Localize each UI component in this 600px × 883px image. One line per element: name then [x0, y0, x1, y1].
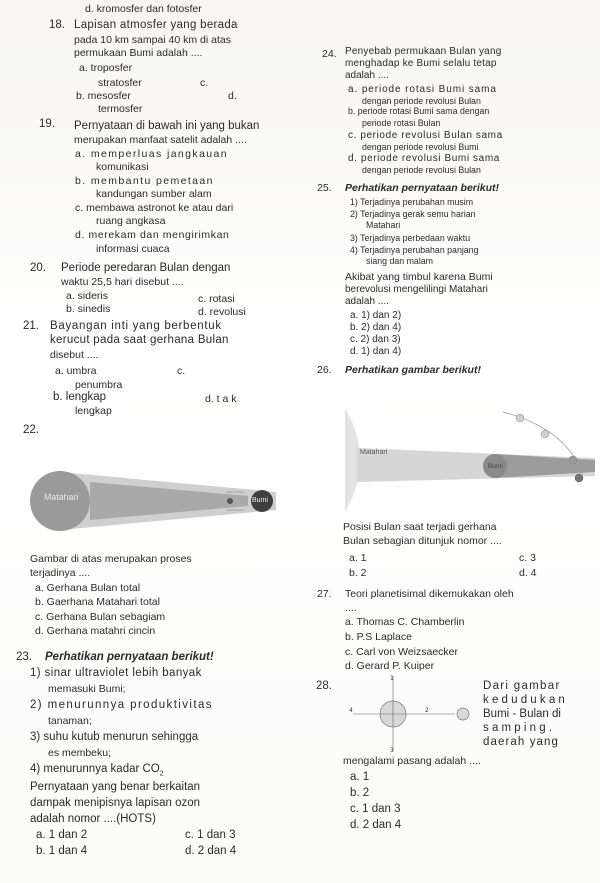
q23-question-line3: adalah nomor ....(HOTS) — [30, 813, 156, 825]
moon-position-4 — [575, 474, 583, 482]
q19-number: 19. — [39, 118, 55, 130]
q27-option-d: d. Gerard P. Kuiper — [345, 660, 435, 672]
q24-option-b-cont: periode rotasi Bulan — [362, 118, 441, 128]
q24-option-b: b. periode rotasi Bumi sama dengan — [348, 106, 490, 116]
q27-number: 27. — [317, 588, 332, 600]
q21-line3: disebut .... — [50, 349, 99, 361]
q24-line1: Penyebab permukaan Bulan yang — [345, 46, 502, 57]
moon-position-2 — [541, 430, 549, 438]
q17-option-d: d. kromosfer dan fotosfer — [85, 3, 202, 15]
q22-fig-label-sun: Matahari — [44, 492, 79, 502]
q19-option-a-cont: komunikasi — [96, 161, 149, 173]
q25-option-a: a. 1) dan 2) — [350, 310, 402, 321]
q21-option-a: a. umbra — [55, 365, 97, 377]
q21-option-c: c. — [177, 365, 186, 377]
q19-option-a: a. memperluas jangkauan — [75, 148, 229, 160]
q28-option-a: a. 1 — [350, 771, 370, 783]
q23-statement-4: 4) menurunnya kadar $CO_2$ — [30, 763, 164, 778]
q18-option-a: a. troposfer — [79, 62, 133, 74]
q21-option-c-text: penumbra — [75, 379, 123, 391]
q23-number: 23. — [16, 651, 32, 663]
q18-number: 18. — [49, 19, 65, 31]
q23-statement-1-cont: memasuki Bumi; — [48, 683, 126, 695]
svg-text:2: 2 — [425, 707, 429, 714]
q28-right-line2: k e d u d u k a n — [483, 694, 565, 706]
q26-option-d: d. 4 — [519, 567, 537, 579]
q26-option-a: a. 1 — [349, 552, 367, 564]
q25-statement-3: 3) Terjadinya perbedaan waktu — [350, 233, 471, 243]
q22-option-a: a. Gerhana Bulan total — [35, 582, 141, 594]
q21-line2: kerucut pada saat gerhana Bulan — [50, 334, 229, 346]
q18-option-d-text: termosfer — [98, 103, 143, 115]
q23-question-line2: dampak menipisnya lapisan ozon — [30, 797, 201, 809]
q22-line1: Gambar di atas merupakan proses — [30, 553, 192, 565]
q25-question-line3: adalah .... — [345, 296, 389, 307]
q23-option-d: d. 2 dan 4 — [185, 845, 237, 857]
q28-right-line3: Bumi - Bulan di — [483, 708, 561, 720]
q25-question-line2: berevolusi mengelilingi Matahari — [345, 284, 488, 295]
q18-option-b: b. mesosfer — [76, 90, 131, 102]
q27-line2: .... — [345, 602, 357, 614]
q26-fig-label-sun: Matahari — [360, 449, 388, 456]
q25-statement-4: 4) Terjadinya perubahan panjang — [350, 245, 479, 255]
q27-line1: Teori planetisimal dikemukakan oleh — [345, 588, 514, 600]
q26-option-c: c. 3 — [519, 552, 536, 564]
q28-right-line4: s a m p i n g . — [483, 722, 553, 734]
q20-option-c: c. rotasi — [198, 293, 235, 305]
q23-statement-3-cont: es membeku; — [48, 747, 112, 759]
q19-option-d: d. merekam dan mengirimkan — [75, 229, 230, 241]
q26-lunar-eclipse-diagram — [345, 408, 595, 512]
q23-title: Perhatikan pernyataan berikut! — [45, 651, 214, 663]
q18-line3: permukaan Bumi adalah .... — [74, 47, 203, 59]
q22-number: 22. — [23, 424, 39, 436]
q24-option-d: d. periode revolusi Bumi sama — [348, 153, 500, 164]
q23-question-line1: Pernyataan yang benar berkaitan — [30, 781, 201, 793]
svg-text:4: 4 — [349, 707, 353, 714]
q22-line2: terjadinya .... — [30, 567, 91, 579]
q25-statement-1: 1) Terjadinya perubahan musim — [350, 197, 474, 207]
q25-option-c: c. 2) dan 3) — [350, 334, 401, 345]
q24-option-c-cont: dengan periode revolusi Bumi — [362, 142, 479, 152]
q20-option-b: b. sinedis — [66, 303, 111, 315]
q25-number: 25. — [317, 182, 332, 194]
moon-position-1 — [516, 414, 524, 422]
q26-title: Perhatikan gambar berikut! — [345, 364, 481, 376]
moon-shape — [457, 708, 469, 720]
q19-option-c: c. membawa astronot ke atau dari — [75, 202, 234, 214]
q18-line1: Lapisan atmosfer yang berada — [74, 19, 238, 31]
q25-question-line1: Akibat yang timbul karena Bumi — [345, 271, 493, 283]
q24-option-c: c. periode revolusi Bulan sama — [348, 130, 503, 141]
q25-statement-2: 2) Terjadinya gerak semu harian — [350, 209, 476, 219]
q27-option-b: b. P.S Laplace — [345, 631, 412, 643]
q23-statement-2: 2) menurunnya produktivitas — [30, 699, 213, 711]
q24-line3: adalah .... — [345, 70, 389, 81]
q21-line1: Bayangan inti yang berbentuk — [50, 320, 222, 332]
q23-option-c: c. 1 dan 3 — [185, 829, 236, 841]
moon-position-3 — [569, 456, 577, 464]
q28-right-line1: Dari gambar — [483, 680, 561, 692]
q22-option-d: d. Gerhana matahri cincin — [35, 625, 156, 637]
q24-line2: menghadap ke Bumi selalu tetap — [345, 58, 497, 69]
q25-statement-2-cont: Matahari — [366, 220, 401, 230]
q25-option-d: d. 1) dan 4) — [350, 346, 402, 357]
q27-option-a: a. Thomas C. Chamberlin — [345, 616, 465, 628]
q27-option-c: c. Carl von Weizsaecker — [345, 646, 459, 658]
q18-option-d: d. — [228, 90, 237, 102]
q28-earth-moon-diagram — [343, 674, 483, 754]
q19-line2: merupakan manfaat satelit adalah .... — [74, 134, 247, 146]
q28-line1: mengalami pasang adalah .... — [343, 755, 481, 767]
q20-number: 20. — [30, 262, 46, 274]
q18-option-c-text: stratosfer — [98, 77, 142, 89]
q22-fig-label-earth: Bumi — [252, 497, 268, 504]
q26-number: 26. — [317, 364, 332, 376]
q19-option-b: b. membantu pemetaan — [75, 175, 214, 187]
q23-statement-1: 1) sinar ultraviolet lebih banyak — [30, 667, 202, 679]
q25-statement-4-cont: siang dan malam — [366, 256, 433, 266]
q20-line2: waktu 25,5 hari disebut .... — [61, 276, 184, 288]
q22-option-c: c. Gerhana Bulan sebagiam — [35, 611, 166, 623]
q28-option-b: b. 2 — [350, 787, 370, 799]
q19-option-c-cont: ruang angkasa — [96, 215, 166, 227]
q20-option-a: a. sideris — [66, 290, 109, 302]
q18-option-c: c. — [200, 77, 209, 89]
q23-statement-3: 3) suhu kutub menurun sehingga — [30, 731, 199, 743]
q26-line1: Posisi Bulan saat terjadi gerhana — [343, 521, 497, 533]
svg-text:1: 1 — [390, 675, 394, 682]
q20-option-d: d. revolusi — [198, 306, 246, 318]
q28-right-line5: daerah yang — [483, 736, 560, 748]
q19-option-d-cont: informasi cuaca — [96, 243, 170, 255]
q21-number: 21. — [23, 320, 39, 332]
q26-fig-label-earth: Bumi — [488, 463, 503, 470]
q24-option-a: a. periode rotasi Bumi sama — [348, 84, 497, 95]
q26-line2: Bulan sebagian ditunjuk nomor .... — [343, 535, 502, 547]
q21-option-b-cont: lengkap — [75, 405, 112, 417]
q28-option-d: d. 2 dan 4 — [350, 819, 402, 831]
q21-option-b: b. lengkap — [53, 391, 107, 403]
q19-line1: Pernyataan di bawah ini yang bukan — [74, 120, 260, 132]
q24-option-d-cont: dengan periode revolusi Bulan — [362, 165, 481, 175]
q24-number: 24. — [322, 48, 337, 60]
q24-option-a-cont: dengan periode revolusi Bulan — [362, 96, 481, 106]
q28-number: 28. — [316, 680, 332, 692]
q21-option-d: d. t a k — [205, 393, 237, 405]
q25-title: Perhatikan pernyataan berikut! — [345, 182, 500, 194]
q23-option-a: a. 1 dan 2 — [36, 829, 88, 841]
q23-statement-2-cont: tanaman; — [48, 715, 92, 727]
q22-option-b: b. Gaerhana Matahari total — [35, 596, 160, 608]
svg-text:3: 3 — [390, 747, 394, 754]
q23-option-b: b. 1 dan 4 — [36, 845, 88, 857]
q26-option-b: b. 2 — [349, 567, 367, 579]
q18-line2: pada 10 km sampai 40 km di atas — [74, 34, 231, 46]
q19-option-b-cont: kandungan sumber alam — [96, 188, 212, 200]
q20-line1: Periode peredaran Bulan dengan — [61, 262, 231, 274]
q28-option-c: c. 1 dan 3 — [350, 803, 401, 815]
q25-option-b: b. 2) dan 4) — [350, 322, 402, 333]
